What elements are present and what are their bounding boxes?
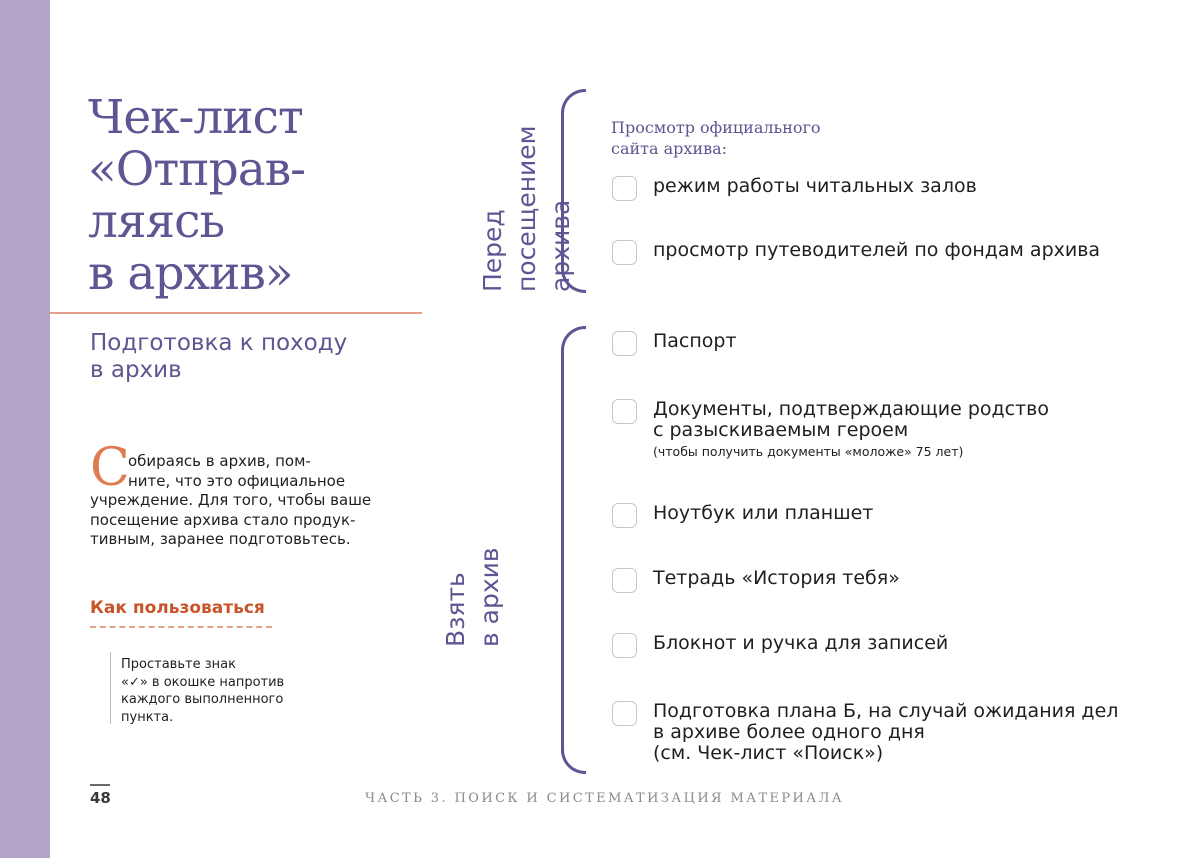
item-note: (чтобы получить документы «моложе» 75 лет) [653, 444, 964, 459]
section-label-take-to-archive [439, 447, 507, 647]
page-title [88, 92, 418, 300]
subtitle-line: Подготовка к походу [90, 330, 348, 356]
howto-line: пункта. [121, 709, 174, 725]
checkbox[interactable] [612, 176, 637, 201]
checkbox[interactable] [612, 701, 637, 726]
checkbox[interactable] [612, 331, 637, 356]
section-label-line: Перед [478, 209, 507, 292]
intro-line: учреждение. Для того, чтобы ваше [90, 491, 372, 509]
intro-line: посещение архива стало продук- [90, 510, 356, 529]
item-line: Подготовка плана Б, на случай ожидания дел [653, 700, 1119, 722]
howto-accent-bar [110, 652, 111, 724]
howto-heading: Как пользоваться [90, 598, 265, 618]
howto-line: Проставьте знак [121, 657, 236, 672]
section-label-line: посещением [512, 125, 541, 292]
howto-line: каждого выполненного [121, 692, 284, 707]
item-line: (см. Чек-лист «Поиск») [653, 742, 884, 764]
checkbox[interactable] [612, 399, 637, 424]
checklist-item-text [653, 331, 737, 352]
checklist-item-text [653, 633, 948, 654]
item-line: Блокнот и ручка для записей [653, 632, 949, 654]
page-subtitle [90, 330, 410, 384]
title-line: ляясь [88, 194, 225, 249]
item-line: с разыскиваемым героем [653, 419, 909, 441]
item-line: Паспорт [653, 330, 737, 352]
checkbox[interactable] [612, 568, 637, 593]
group-caption [611, 117, 821, 159]
checklist-item-text [653, 701, 1118, 764]
item-line: просмотр путеводителей по фондам архива [653, 239, 1101, 261]
checkbox[interactable] [612, 240, 637, 265]
howto-divider [90, 626, 272, 628]
checklist-item-text [653, 399, 1049, 461]
section-label-before-visit [476, 92, 575, 292]
group-caption-line: Просмотр официального [611, 118, 821, 137]
intro-line: ните, что это официальное [128, 471, 346, 490]
title-divider [50, 312, 422, 314]
section-bracket [561, 89, 586, 293]
title-line: Чек-лист [88, 90, 303, 145]
checkbox[interactable] [612, 633, 637, 658]
checkbox[interactable] [612, 503, 637, 528]
item-line: в архиве более одного дня [653, 721, 925, 743]
item-line: Документы, подтверждающие родство [653, 398, 1050, 420]
checklist-item-text [653, 568, 900, 589]
drop-cap: С [90, 438, 130, 498]
page-number: 48 [90, 789, 111, 807]
item-line: Ноутбук или планшет [653, 502, 874, 524]
chapter-title: ЧАСТЬ 3. ПОИСК И СИСТЕМАТИЗАЦИЯ МАТЕРИАЛА [365, 791, 845, 806]
footer-rule [90, 784, 110, 786]
intro-line: обираясь в архив, пом- [128, 452, 311, 470]
howto-line: «✓» в окошке напротив [121, 674, 285, 690]
intro-paragraph [90, 438, 400, 550]
section-label-line: архива [546, 199, 575, 292]
checklist-item-text [653, 503, 873, 524]
subtitle-line: в архив [90, 357, 182, 383]
side-stripe [0, 0, 50, 858]
section-label-line: Взять [441, 572, 470, 647]
checklist-item-text [653, 176, 977, 197]
howto-text [121, 656, 321, 726]
intro-line: тивным, заранее подготовьтесь. [90, 530, 351, 548]
item-line: Тетрадь «История тебя» [653, 567, 900, 589]
section-label-line: в архив [475, 547, 504, 647]
group-caption-line: сайта архива: [611, 139, 728, 158]
title-line: «Отправ- [88, 142, 306, 197]
section-bracket [561, 326, 586, 774]
checklist-item-text [653, 240, 1100, 261]
item-line: режим работы читальных залов [653, 175, 977, 197]
title-line: в архив» [88, 246, 293, 301]
